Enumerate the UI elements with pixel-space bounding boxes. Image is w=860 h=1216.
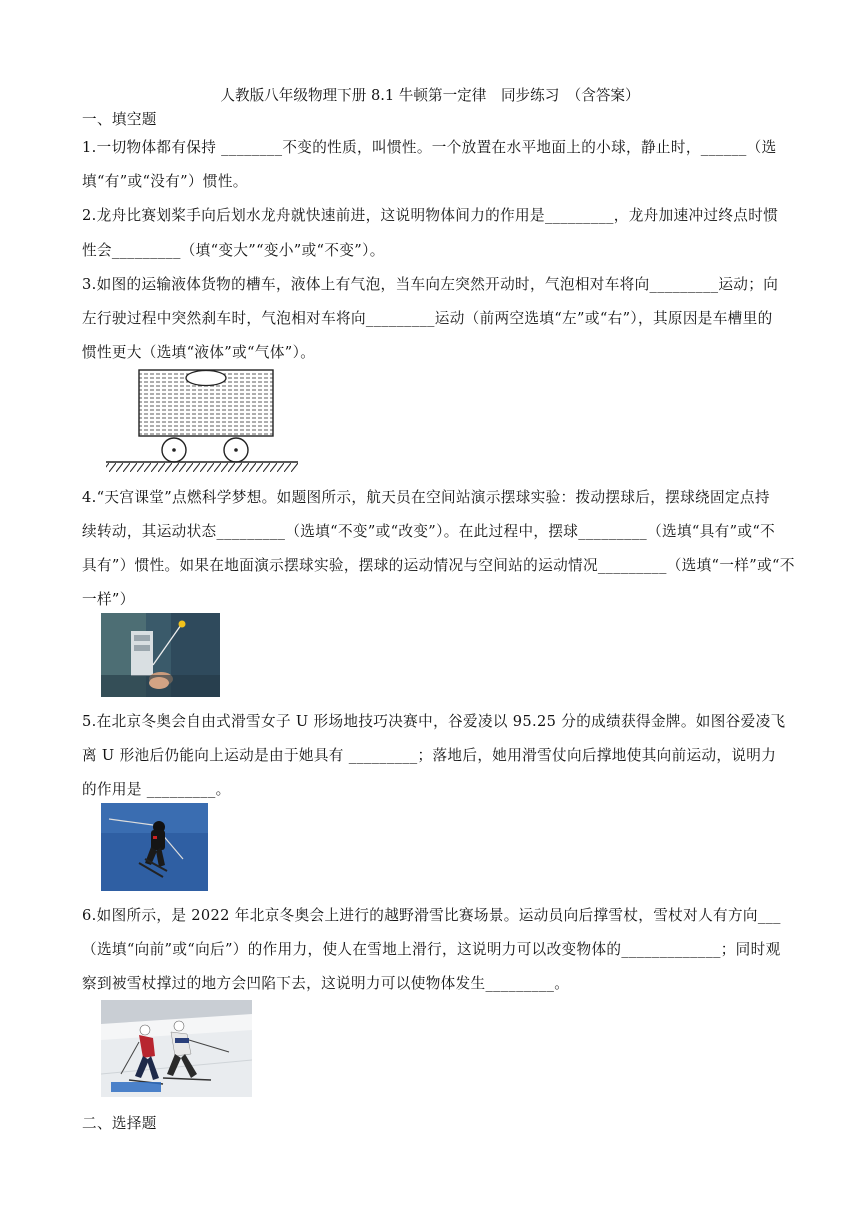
question-6-line-3: 察到被雪杖撑过的地方会凹陷下去，这说明力可以使物体发生_________。: [82, 975, 570, 992]
question-3-line-3: 惯性更大（选填“液体”或“气体”）。: [82, 344, 316, 361]
question-1-line-2: 填“有”或“没有”）惯性。: [82, 173, 248, 190]
cross-country-skiers-icon: [101, 1000, 252, 1097]
tank-truck-icon: [102, 364, 302, 474]
space-pendulum-icon: [101, 613, 220, 697]
question-5-line-2: 离 U 形池后仍能向上运动是由于她具有 _________；落地后，她用滑雪仗向后撑地使其向前运动，说明力: [82, 747, 777, 764]
cross-country-skiers-photo: [101, 1000, 252, 1097]
question-4-line-2: 续转动，其运动状态_________（选填“不变”或“改变”）。在此过程中，摆球_________（选填“具有”或“不: [82, 523, 776, 540]
question-5-line-3: 的作用是 _________。: [82, 781, 231, 798]
question-6-line-2: （选填“向前”或“向后”）的作用力，使人在雪地上滑行，这说明力可以改变物体的_____________；同时观: [82, 941, 781, 958]
question-1-line-1: 1.一切物体都有保持 ________不变的性质，叫惯性。一个放置在水平地面上的小球，静止时，______（选: [82, 139, 777, 156]
question-3-line-1: 3.如图的运输液体货物的槽车，液体上有气泡，当车向左突然开动时，气泡相对车将向_________运动；向: [82, 276, 779, 293]
section-heading-fill: 一、填空题: [82, 111, 157, 128]
question-4-line-3: 具有”）惯性。如果在地面演示摆球实验，摆球的运动情况与空间站的运动情况_________（选填“一样”或“不: [82, 557, 795, 574]
page-title: 人教版八年级物理下册 8.1 牛顿第一定律 同步练习 （含答案）: [220, 87, 640, 104]
section-heading-choice: 二、选择题: [82, 1115, 157, 1132]
aerial-skier-photo: [101, 803, 208, 891]
space-pendulum-photo: [101, 613, 220, 697]
question-3-line-2: 左行驶过程中突然刹车时，气泡相对车将向_________运动（前两空选填“左”或“右”），其原因是车槽里的: [82, 310, 773, 327]
question-4-line-1: 4.“天宫课堂”点燃科学梦想。如题图所示，航天员在空间站演示摆球实验：拨动摆球后，摆球绕固定点持: [82, 489, 770, 506]
question-4-line-4: 一样”）: [82, 591, 135, 608]
aerial-skier-icon: [101, 803, 208, 891]
bubble-icon: [186, 371, 226, 386]
question-5-line-1: 5.在北京冬奥会自由式滑雪女子 U 形场地技巧决赛中，谷爱凌以 95.25 分的成绩获得金牌。如图谷爱凌飞: [82, 713, 786, 730]
question-2-line-2: 性会_________（填“变大”“变小”或“不变”）。: [82, 242, 385, 259]
question-6-line-1: 6.如图所示，是 2022 年北京冬奥会上进行的越野滑雪比赛场景。运动员向后撑雪杖，雪杖对人有方向___: [82, 907, 781, 924]
question-2-line-1: 2.龙舟比赛划桨手向后划水龙舟就快速前进，这说明物体间力的作用是_________，龙舟加速冲过终点时惯: [82, 207, 779, 224]
